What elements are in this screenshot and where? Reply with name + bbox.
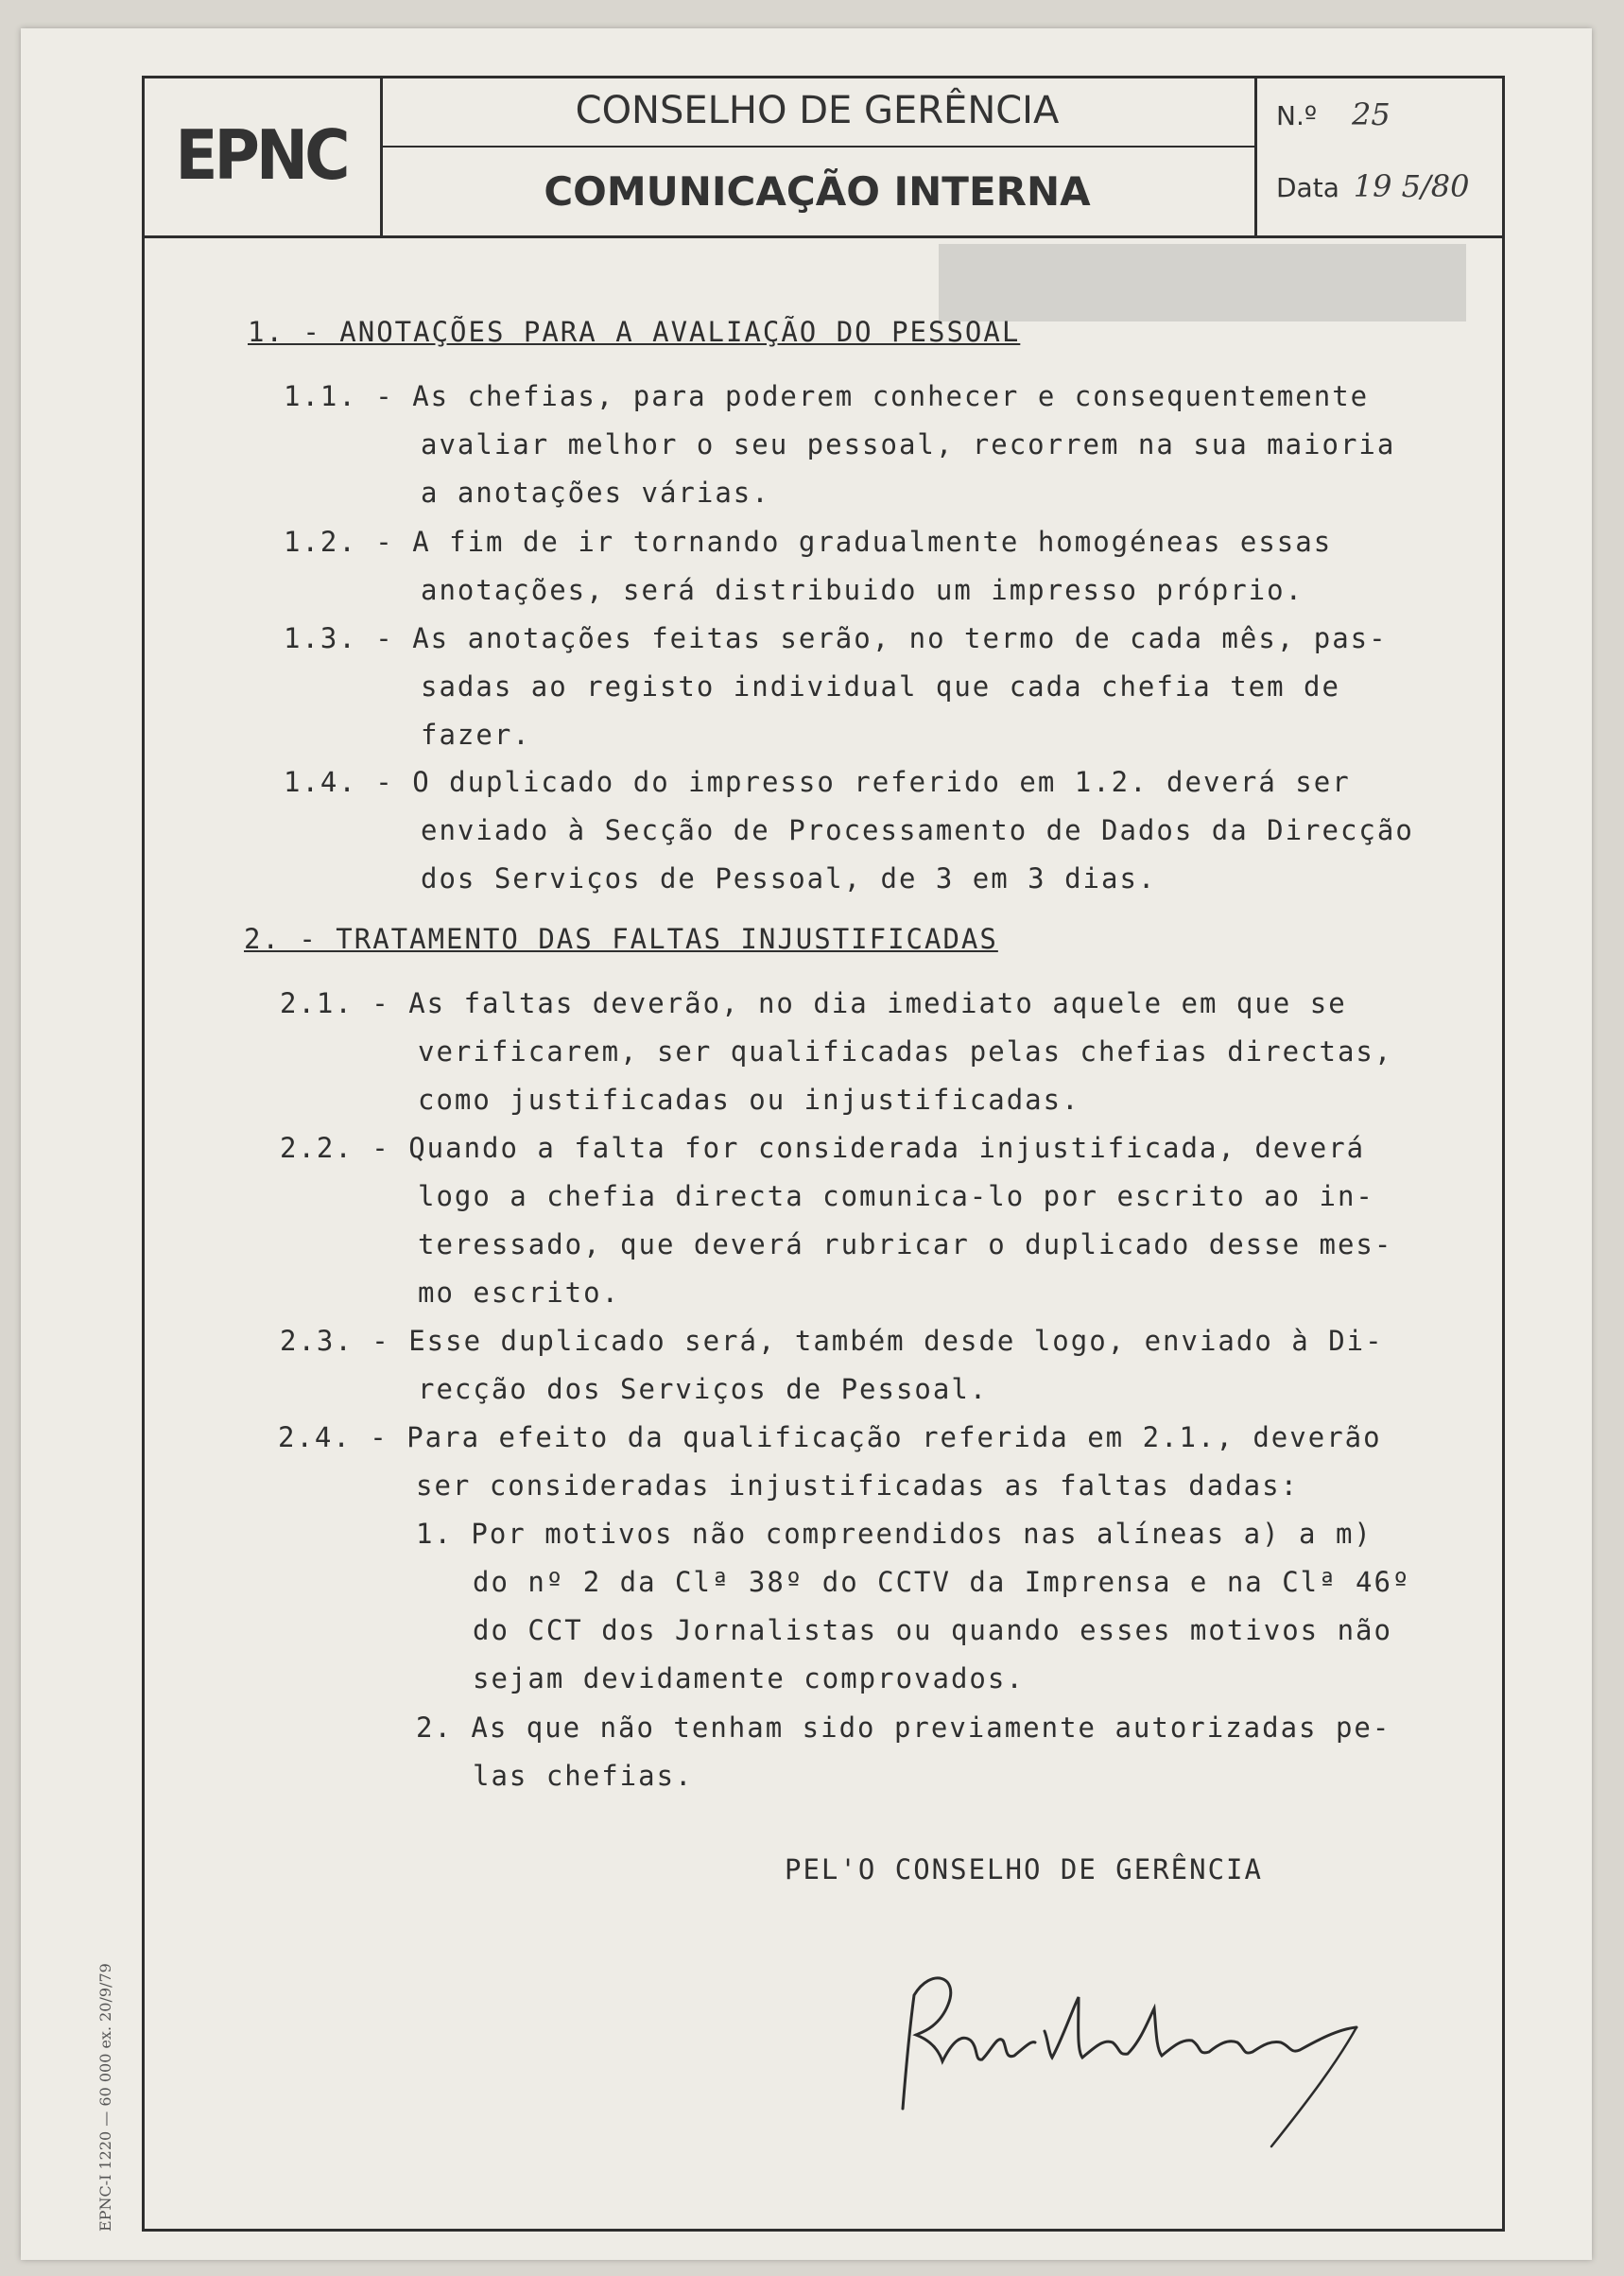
council-title: CONSELHO DE GERÊNCIA: [380, 76, 1254, 148]
document-type: COMUNICAÇÃO INTERNA: [544, 168, 1091, 215]
date-value: 19 5/80: [1353, 168, 1470, 204]
section-1-heading: 1. - ANOTAÇÕES PARA A AVALIAÇÃO DO PESSOAL: [248, 316, 1021, 348]
paragraph-2-3-line: 2.3. - Esse duplicado será, também desde logo, enviado à Di-: [280, 1325, 1384, 1357]
paragraph-2-1-line: 2.1. - As faltas deverão, no dia imediato aquele em que se: [280, 987, 1347, 1019]
paragraph-1-4-line: enviado à Secção de Processamento de Dados da Direcção: [421, 814, 1414, 846]
list-item-1-line: do CCT dos Jornalistas ou quando esses motivos não: [473, 1614, 1392, 1646]
print-run-note: EPNC-I 1220 — 60 000 ex. 20/9/79: [96, 1963, 114, 2232]
paragraph-1-4-line: 1.4. - O duplicado do impresso referido em 1.2. deverá ser: [284, 766, 1351, 798]
paragraph-1-1-line: a anotações várias.: [421, 477, 770, 509]
paragraph-2-2-line: 2.2. - Quando a falta for considerada injustificada, deverá: [280, 1132, 1366, 1164]
paragraph-2-1-line: verificarem, ser qualificadas pelas chefias directas,: [418, 1035, 1393, 1068]
handwritten-signature: [893, 1929, 1423, 2175]
paragraph-1-4-line: dos Serviços de Pessoal, de 3 em 3 dias.: [421, 862, 1157, 895]
section-2-heading: 2. - TRATAMENTO DAS FALTAS INJUSTIFICADAS: [244, 923, 998, 955]
paragraph-1-2-line: 1.2. - A fim de ir tornando gradualmente homogéneas essas: [284, 526, 1333, 558]
paragraph-2-4-line: 2.4. - Para efeito da qualificação referida em 2.1., deverão: [278, 1421, 1382, 1453]
paragraph-2-2-line: mo escrito.: [418, 1277, 621, 1309]
number-value: 25: [1351, 96, 1391, 132]
paragraph-1-3-line: fazer.: [421, 719, 531, 751]
list-item-2-line: 2. As que não tenham sido previamente autorizadas pe-: [416, 1711, 1391, 1744]
tape-strip: [939, 244, 1466, 321]
signature-label: PEL'O CONSELHO DE GERÊNCIA: [785, 1853, 1263, 1885]
paragraph-2-2-line: teressado, que deverá rubricar o duplicado desse mes-: [418, 1228, 1393, 1260]
paragraph-1-3-line: 1.3. - As anotações feitas serão, no termo de cada mês, pas-: [284, 622, 1388, 654]
paragraph-1-1-line: 1.1. - As chefias, para poderem conhecer e consequentemente: [284, 380, 1370, 412]
paragraph-1-1-line: avaliar melhor o seu pessoal, recorrem na sua maioria: [421, 428, 1396, 460]
list-item-2-line: las chefias.: [473, 1760, 694, 1792]
list-item-1-line: do nº 2 da Clª 38º do CCTV da Imprensa e na Clª 46º: [473, 1566, 1411, 1598]
list-item-1-line: 1. Por motivos não compreendidos nas alíneas a) a m): [416, 1518, 1373, 1550]
number-label: N.º: [1276, 100, 1318, 131]
date-label: Data: [1276, 172, 1339, 203]
list-item-1-line: sejam devidamente comprovados.: [473, 1662, 1025, 1694]
paragraph-2-4-line: ser consideradas injustificadas as faltas dadas:: [416, 1469, 1300, 1502]
epnc-logo: EPNC: [175, 115, 347, 196]
paragraph-2-2-line: logo a chefia directa comunica-lo por escrito ao in-: [418, 1180, 1374, 1212]
paragraph-2-1-line: como justificadas ou injustificadas.: [418, 1084, 1080, 1116]
paragraph-2-3-line: recção dos Serviços de Pessoal.: [418, 1373, 989, 1405]
paragraph-1-3-line: sadas ao registo individual que cada chefia tem de: [421, 670, 1340, 703]
paragraph-1-2-line: anotações, será distribuido um impresso próprio.: [421, 574, 1304, 606]
